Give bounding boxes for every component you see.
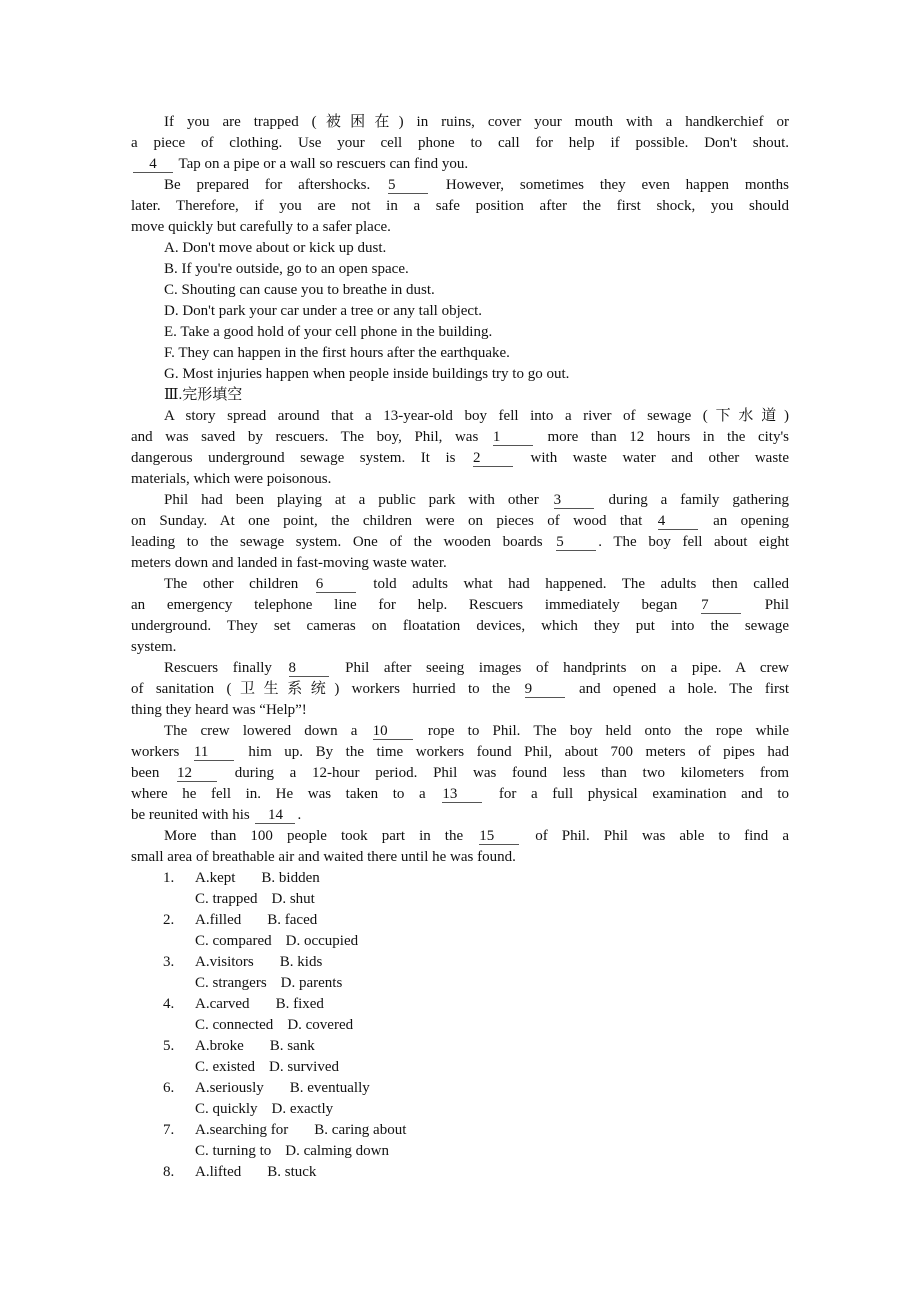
text-segment: Phil after seeing images of handprints on a pipe. A crew [330, 660, 789, 676]
text-line [131, 301, 789, 322]
option-b: B. caring about [314, 1122, 407, 1138]
text-segment: Tap on a pipe or a wall so rescuers can find you. [175, 156, 469, 172]
text-segment: of sanitation (卫生系统) workers hurried to the [131, 681, 523, 697]
option-c: C. existed [195, 1059, 255, 1075]
text-segment: a piece of clothing. Use your cell phone to call for help if possible. Don't shout. [131, 135, 789, 151]
text-segment: where he fell in. He was taken to a [131, 786, 441, 802]
text-segment: F. They can happen in the first hours after the earthquake. [164, 345, 510, 361]
option-a: A.carved [195, 996, 250, 1012]
answer-blank: 5 [556, 535, 596, 551]
text-segment: C. Shouting can cause you to breathe in dust. [164, 282, 435, 298]
question-number: 3. [163, 954, 175, 970]
question-number: 1. [163, 870, 175, 886]
answer-blank: 2 [473, 451, 513, 467]
text-segment: during a family gathering [595, 492, 789, 508]
option-row [131, 1162, 789, 1183]
text-segment: A. Don't move about or kick up dust. [164, 240, 387, 256]
text-segment: . [297, 807, 302, 823]
option-a: A.filled [195, 912, 242, 928]
text-line [131, 784, 789, 805]
option-row [131, 1036, 789, 1057]
option-a: A.kept [195, 870, 236, 886]
text-segment: The crew lowered down a [164, 723, 371, 739]
text-segment: rope to Phil. The boy held onto the rope while [414, 723, 789, 739]
answer-blank: 15 [479, 829, 519, 845]
answer-blank: 4 [133, 157, 173, 173]
option-a: A.lifted [195, 1164, 242, 1180]
option-row [131, 1141, 789, 1162]
text-segment: D. Don't park your car under a tree or any tall object. [164, 303, 482, 319]
option-c: C. quickly [195, 1101, 258, 1117]
text-line [131, 196, 789, 217]
text-line [131, 259, 789, 280]
question-number: 8. [163, 1164, 175, 1180]
option-d: D. covered [287, 1017, 354, 1033]
text-segment: for a full physical examination and to [484, 786, 789, 802]
text-line [131, 826, 789, 847]
text-segment: Ⅲ.完形填空 [164, 387, 243, 403]
answer-blank: 12 [177, 766, 217, 782]
option-b: B. bidden [261, 870, 320, 886]
option-row [131, 889, 789, 910]
text-segment: more than 12 hours in the city's [534, 429, 789, 445]
text-segment: meters down and landed in fast-moving waste water. [131, 555, 447, 571]
option-b: B. fixed [275, 996, 324, 1012]
text-line [131, 469, 789, 490]
option-b: B. sank [269, 1038, 315, 1054]
text-line [131, 637, 789, 658]
answer-blank: 10 [373, 724, 413, 740]
option-a: A.visitors [195, 954, 254, 970]
option-b: B. eventually [289, 1080, 370, 1096]
option-row [131, 1015, 789, 1036]
answer-blank: 14 [255, 808, 295, 824]
text-segment: small area of breathable air and waited there until he was found. [131, 849, 516, 865]
text-segment: an opening [699, 513, 789, 529]
text-line [131, 511, 789, 532]
option-row [131, 868, 789, 889]
option-d: D. exactly [271, 1101, 334, 1117]
text-line [131, 742, 789, 763]
text-line [131, 343, 789, 364]
text-line [131, 616, 789, 637]
text-segment: The other children [164, 576, 314, 592]
text-line [131, 805, 789, 826]
text-segment: during a 12-hour period. Phil was found less than two kilometers from [219, 765, 789, 781]
text-line [131, 721, 789, 742]
answer-blank: 5 [388, 178, 428, 194]
text-segment: been [131, 765, 176, 781]
text-line [131, 364, 789, 385]
text-segment: and opened a hole. The first [566, 681, 789, 697]
text-segment: him up. By the time workers found Phil, about 700 meters of pipes had [235, 744, 789, 760]
option-row [131, 910, 789, 931]
text-segment: However, sometimes they even happen months [430, 177, 789, 193]
option-row [131, 1099, 789, 1120]
document-page [131, 112, 789, 1183]
text-segment: materials, which were poisonous. [131, 471, 332, 487]
answer-blank: 3 [554, 493, 594, 509]
text-line [131, 238, 789, 259]
answer-blank: 9 [525, 682, 565, 698]
text-line [131, 490, 789, 511]
text-line [131, 763, 789, 784]
text-segment: Phil had been playing at a public park with other [164, 492, 552, 508]
option-b: B. stuck [267, 1164, 317, 1180]
question-number: 5. [163, 1038, 175, 1054]
text-segment: B. If you're outside, go to an open space. [164, 261, 409, 277]
option-a: A.seriously [195, 1080, 264, 1096]
question-number: 2. [163, 912, 175, 928]
option-row [131, 1057, 789, 1078]
answer-blank: 4 [658, 514, 698, 530]
text-line [131, 553, 789, 574]
answer-blank: 1 [493, 430, 533, 446]
text-segment: told adults what had happened. The adults then called [357, 576, 789, 592]
text-line [131, 280, 789, 301]
text-line [131, 112, 789, 133]
text-line [131, 322, 789, 343]
question-number: 7. [163, 1122, 175, 1138]
option-a: A.broke [195, 1038, 244, 1054]
text-line [131, 847, 789, 868]
text-line [131, 385, 789, 406]
text-line [131, 406, 789, 427]
option-c: C. connected [195, 1017, 274, 1033]
option-d: D. shut [271, 891, 315, 907]
option-row [131, 931, 789, 952]
text-segment: If you are trapped (被困在) in ruins, cover your mouth with a handkerchief or [164, 114, 789, 130]
answer-blank: 7 [701, 598, 741, 614]
text-segment: an emergency telephone line for help. Rescuers immediately began [131, 597, 700, 613]
text-segment: later. Therefore, if you are not in a safe position after the first shock, you should [131, 198, 789, 214]
text-segment: on Sunday. At one point, the children were on pieces of wood that [131, 513, 656, 529]
option-d: D. calming down [285, 1143, 389, 1159]
text-line [131, 217, 789, 238]
text-line [131, 658, 789, 679]
option-d: D. survived [269, 1059, 339, 1075]
text-segment: E. Take a good hold of your cell phone in the building. [164, 324, 493, 340]
text-segment: be reunited with his [131, 807, 254, 823]
answer-blank: 8 [289, 661, 329, 677]
text-line [131, 448, 789, 469]
text-line [131, 154, 789, 175]
option-row [131, 1120, 789, 1141]
text-segment: Be prepared for aftershocks. [164, 177, 387, 193]
answer-blank: 6 [316, 577, 356, 593]
text-segment: underground. They set cameras on floatation devices, which they put into the sewage [131, 618, 789, 634]
text-line [131, 700, 789, 721]
option-d: D. parents [280, 975, 343, 991]
answer-blank: 11 [194, 745, 234, 761]
text-line [131, 679, 789, 700]
text-line [131, 175, 789, 196]
text-segment: Rescuers finally [164, 660, 287, 676]
option-c: C. turning to [195, 1143, 272, 1159]
option-b: B. faced [267, 912, 318, 928]
question-number: 4. [163, 996, 175, 1012]
option-row [131, 973, 789, 994]
option-row [131, 1078, 789, 1099]
text-segment: . The boy fell about eight [598, 534, 789, 550]
option-b: B. kids [279, 954, 323, 970]
text-segment: with waste water and other waste [515, 450, 789, 466]
text-segment: More than 100 people took part in the [164, 828, 478, 844]
text-segment: and was saved by rescuers. The boy, Phil, was [131, 429, 491, 445]
text-segment: thing they heard was “Help”! [131, 702, 307, 718]
text-segment: workers [131, 744, 192, 760]
text-line [131, 532, 789, 553]
option-c: C. trapped [195, 891, 258, 907]
text-line [131, 595, 789, 616]
text-line [131, 133, 789, 154]
text-line [131, 427, 789, 448]
question-number: 6. [163, 1080, 175, 1096]
option-d: D. occupied [285, 933, 359, 949]
option-row [131, 994, 789, 1015]
answer-blank: 13 [442, 787, 482, 803]
text-line [131, 574, 789, 595]
text-segment: dangerous underground sewage system. It is [131, 450, 471, 466]
text-segment: Phil [743, 597, 789, 613]
option-c: C. strangers [195, 975, 267, 991]
text-segment: A story spread around that a 13-year-old boy fell into a river of sewage (下水道) [164, 408, 789, 424]
option-a: A.searching for [195, 1122, 289, 1138]
text-segment: of Phil. Phil was able to find a [521, 828, 789, 844]
option-row [131, 952, 789, 973]
text-segment: system. [131, 639, 177, 655]
option-c: C. compared [195, 933, 272, 949]
text-segment: move quickly but carefully to a safer place. [131, 219, 391, 235]
text-segment: leading to the sewage system. One of the wooden boards [131, 534, 555, 550]
text-segment: G. Most injuries happen when people inside buildings try to go out. [164, 366, 570, 382]
